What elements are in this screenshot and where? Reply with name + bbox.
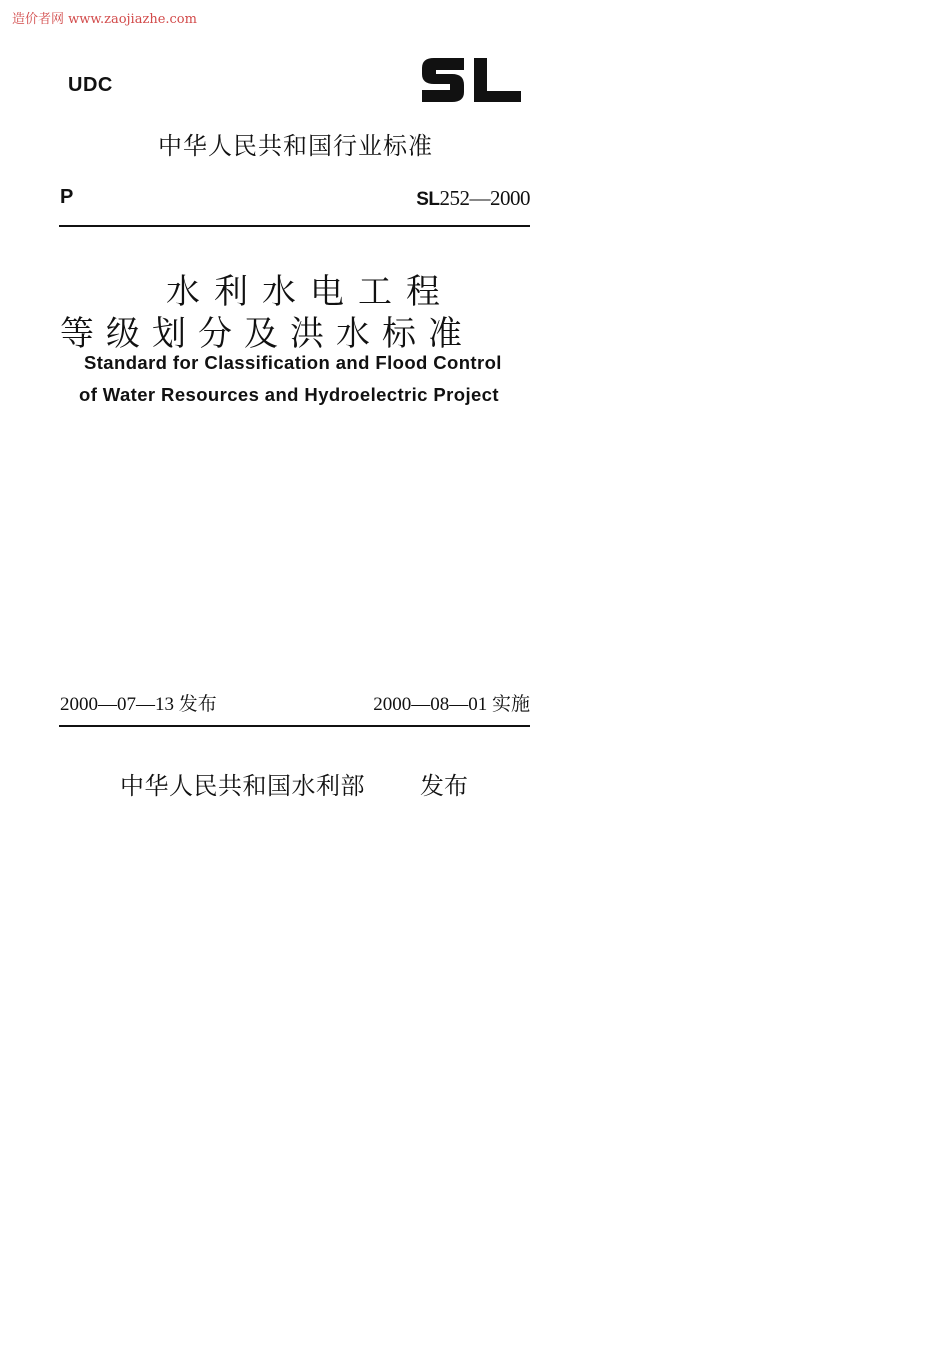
standard-number-prefix: SL xyxy=(416,189,440,210)
title-zh-line2: 等级划分及洪水标准 xyxy=(60,314,474,354)
implementation-date: 2000—08—01 实施 xyxy=(373,694,530,715)
standard-number xyxy=(416,186,530,211)
sl-logo xyxy=(420,54,522,106)
title-en-line1: Standard for Classification and Flood Control xyxy=(84,352,502,373)
title-en-line2: of Water Resources and Hydroelectric Project xyxy=(79,384,499,405)
sl-logo-s xyxy=(422,58,464,102)
classification-code: P xyxy=(60,186,74,208)
top-rule xyxy=(59,225,530,227)
watermark-text: 造价者网 www.zaojiazhe.com xyxy=(12,12,197,27)
standard-number-rest: 252—2000 xyxy=(439,186,530,210)
issuer-action: 发布 xyxy=(420,772,468,800)
title-zh-line1: 水利水电工程 xyxy=(166,272,454,312)
bottom-rule xyxy=(59,725,530,727)
issue-date: 2000—07—13 发布 xyxy=(60,694,217,715)
standard-category: 中华人民共和国行业标准 xyxy=(158,132,433,160)
sl-logo-l xyxy=(474,58,521,102)
udc-label: UDC xyxy=(68,74,113,96)
issuer: 中华人民共和国水利部 xyxy=(120,772,365,800)
